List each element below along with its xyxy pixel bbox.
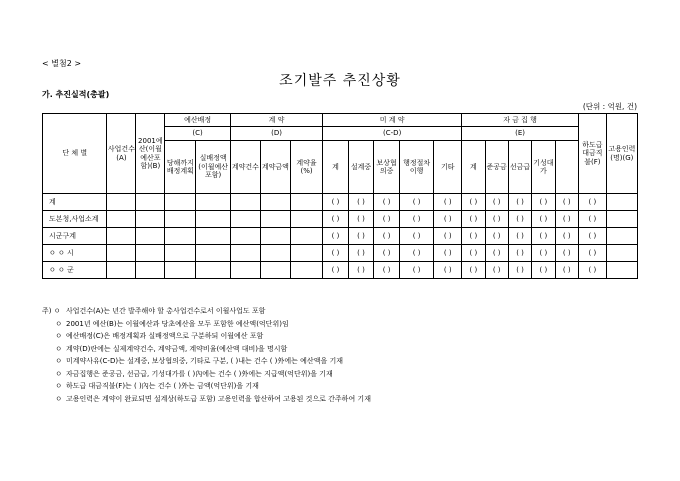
table-cell <box>196 245 230 262</box>
count-placeholder: ( ) <box>555 211 578 228</box>
count-placeholder: ( ) <box>532 245 555 262</box>
count-placeholder: ( ) <box>532 194 555 211</box>
count-placeholder: ( ) <box>578 228 606 245</box>
count-placeholder: ( ) <box>399 245 433 262</box>
uncontracted-total-header: 계 <box>323 141 349 194</box>
table-cell <box>107 228 136 245</box>
count-placeholder: ( ) <box>323 194 349 211</box>
note-item: ㅇ 계약(D)란에는 실제계약건수, 계약금액, 계약비율(예산액 대비)을 명시함 <box>55 344 288 353</box>
table-cell <box>260 262 290 279</box>
count-placeholder: ( ) <box>348 211 374 228</box>
note-item: ㅇ 2001년 예산(B)는 이월예산과 당초예산을 모두 포함한 예산액(억단위)임 <box>55 319 289 328</box>
table-row <box>43 228 638 245</box>
table-cell <box>107 211 136 228</box>
table-cell <box>230 211 260 228</box>
count-placeholder: ( ) <box>485 262 508 279</box>
count-placeholder: ( ) <box>374 245 400 262</box>
table-cell <box>196 262 230 279</box>
note-item: ㅇ 하도급 대금직불(F)는 ( )內는 건수 ( )外는 금액(억단위)을 기재 <box>55 382 259 390</box>
table-cell <box>136 194 165 211</box>
count-placeholder: ( ) <box>374 194 400 211</box>
count-placeholder: ( ) <box>323 262 349 279</box>
count-placeholder: ( ) <box>532 211 555 228</box>
table-cell <box>230 262 260 279</box>
annex-tag: < 별첨2 > <box>42 59 82 68</box>
table-cell <box>606 194 637 211</box>
table-cell <box>260 211 290 228</box>
note-item: ㅇ 자금집행은 준공금, 선금급, 기성대가를 ( )內에는 건수 ( )外에는 지급액(억단위)을 기재 <box>55 369 333 378</box>
table-cell <box>230 228 260 245</box>
count-placeholder: ( ) <box>508 245 531 262</box>
count-placeholder: ( ) <box>399 194 433 211</box>
count-placeholder: ( ) <box>348 245 374 262</box>
count-placeholder: ( ) <box>485 211 508 228</box>
page-title: 조기발주 추진상황 <box>279 73 401 89</box>
table-cell <box>165 262 196 279</box>
row-label: ㅇ ㅇ 군 <box>43 262 107 279</box>
count-placeholder: ( ) <box>348 262 374 279</box>
count-placeholder: ( ) <box>485 245 508 262</box>
unit-label: (단위 : 억원, 건) <box>582 102 637 111</box>
other-header: 기타 <box>434 141 462 194</box>
count-placeholder: ( ) <box>374 262 400 279</box>
section-heading: 가. 추진실적(총괄) <box>42 90 110 99</box>
count-placeholder: ( ) <box>434 245 462 262</box>
org-header: 단 체 별 <box>43 114 107 194</box>
note-item: ㅇ 고용인력은 계약이 완료되면 설계상(하도급 포함) 고용인력을 합산하여 고용된 것으로 간주하여 기재 <box>55 394 371 403</box>
count-placeholder: ( ) <box>508 194 531 211</box>
alloc-code: (C) <box>165 127 231 141</box>
count-placeholder: ( ) <box>532 228 555 245</box>
count-placeholder: ( ) <box>462 211 485 228</box>
table-cell <box>606 211 637 228</box>
row-label: 시군구계 <box>43 228 107 245</box>
count-placeholder: ( ) <box>485 194 508 211</box>
count-placeholder: ( ) <box>348 194 374 211</box>
design-header: 설계중 <box>348 141 374 194</box>
table-cell <box>136 245 165 262</box>
table-cell <box>290 228 322 245</box>
alloc-plan-header: 당해까지배정계획 <box>165 141 196 194</box>
table-cell <box>165 245 196 262</box>
count-placeholder: ( ) <box>399 228 433 245</box>
table-cell <box>606 262 637 279</box>
table-cell <box>196 228 230 245</box>
count-placeholder: ( ) <box>348 228 374 245</box>
table-cell <box>260 228 290 245</box>
table-cell <box>107 194 136 211</box>
alloc-header: 예산배정 <box>165 114 231 127</box>
note-item: 주) ㅇ 사업건수(A)는 년간 발주해야 할 총사업건수로서 이월사업도 포함 <box>42 307 266 315</box>
admin-header: 행정절차이행 <box>399 141 433 194</box>
table-cell <box>290 194 322 211</box>
count-placeholder: ( ) <box>555 262 578 279</box>
status-table <box>42 113 638 279</box>
fund-code: (E) <box>462 127 579 141</box>
count-placeholder: ( ) <box>323 211 349 228</box>
table-cell <box>260 245 290 262</box>
count-placeholder: ( ) <box>462 262 485 279</box>
fund-header: 자 금 집 행 <box>462 114 579 127</box>
table-cell <box>136 262 165 279</box>
row-label: 계 <box>43 194 107 211</box>
employment-header: 고용인력(명)(G) <box>606 114 637 194</box>
table-row <box>43 245 638 262</box>
count-placeholder: ( ) <box>578 194 606 211</box>
table-row <box>43 194 638 211</box>
count-placeholder: ( ) <box>532 262 555 279</box>
fund-total-header: 계 <box>462 141 485 194</box>
table-cell <box>260 194 290 211</box>
table-cell <box>196 211 230 228</box>
count-placeholder: ( ) <box>462 245 485 262</box>
count-placeholder: ( ) <box>555 228 578 245</box>
biz-count-header: 사업건수(A) <box>107 114 136 194</box>
count-placeholder: ( ) <box>578 245 606 262</box>
count-placeholder: ( ) <box>434 262 462 279</box>
uncontracted-code: (C-D) <box>323 127 462 141</box>
table-cell <box>290 211 322 228</box>
sub-payment-header: 하도급대금직불(F) <box>578 114 606 194</box>
count-placeholder: ( ) <box>555 194 578 211</box>
count-placeholder: ( ) <box>323 228 349 245</box>
table-cell <box>230 245 260 262</box>
count-placeholder: ( ) <box>485 228 508 245</box>
compensation-header: 보상협의중 <box>374 141 400 194</box>
table-cell <box>107 245 136 262</box>
alloc-actual-header: 실배정액(이월예산포함) <box>196 141 230 194</box>
count-placeholder: ( ) <box>578 262 606 279</box>
contract-rate-header: 계약율(%) <box>290 141 322 194</box>
count-placeholder: ( ) <box>323 245 349 262</box>
count-placeholder: ( ) <box>462 228 485 245</box>
contract-count-header: 계약건수 <box>230 141 260 194</box>
count-placeholder: ( ) <box>555 245 578 262</box>
note-item: ㅇ 미계약사유(C-D)는 설계중, 보상협의중, 기타로 구분, ( )내는 건수 ( )外에는 예산액을 기재 <box>55 357 343 365</box>
row-label: ㅇ ㅇ 시 <box>43 245 107 262</box>
contract-code: (D) <box>230 127 322 141</box>
table-cell <box>165 228 196 245</box>
count-placeholder: ( ) <box>374 228 400 245</box>
completion-header: 준공금 <box>485 141 508 194</box>
contract-amount-header: 계약금액 <box>260 141 290 194</box>
uncontracted-header: 미 계 약 <box>323 114 462 127</box>
table-cell <box>136 228 165 245</box>
table-cell <box>165 211 196 228</box>
table-cell <box>165 194 196 211</box>
count-placeholder: ( ) <box>434 211 462 228</box>
count-placeholder: ( ) <box>399 211 433 228</box>
contract-header: 계 약 <box>230 114 322 127</box>
advance-header: 선금급 <box>508 141 531 194</box>
table-cell <box>606 228 637 245</box>
table-cell <box>136 211 165 228</box>
count-placeholder: ( ) <box>434 194 462 211</box>
count-placeholder: ( ) <box>578 211 606 228</box>
notes-list <box>42 305 642 405</box>
table-cell <box>290 245 322 262</box>
table-cell <box>290 262 322 279</box>
table-cell <box>107 262 136 279</box>
count-placeholder: ( ) <box>508 228 531 245</box>
count-placeholder: ( ) <box>434 228 462 245</box>
count-placeholder: ( ) <box>374 211 400 228</box>
table-row <box>43 211 638 228</box>
count-placeholder: ( ) <box>508 211 531 228</box>
table-cell <box>230 194 260 211</box>
table-cell <box>196 194 230 211</box>
row-label: 도본청,사업소계 <box>43 211 107 228</box>
progress-payment-header: 기성대가 <box>532 141 555 194</box>
note-item: ㅇ 예산배정(C)은 배정계획과 실배정액으로 구분하되 이월예산 포함 <box>55 332 264 340</box>
table-cell <box>606 245 637 262</box>
count-placeholder: ( ) <box>399 262 433 279</box>
count-placeholder: ( ) <box>508 262 531 279</box>
table-row <box>43 262 638 279</box>
budget-header: 2001예산(이월예산포함)(B) <box>136 114 165 194</box>
count-placeholder: ( ) <box>462 194 485 211</box>
